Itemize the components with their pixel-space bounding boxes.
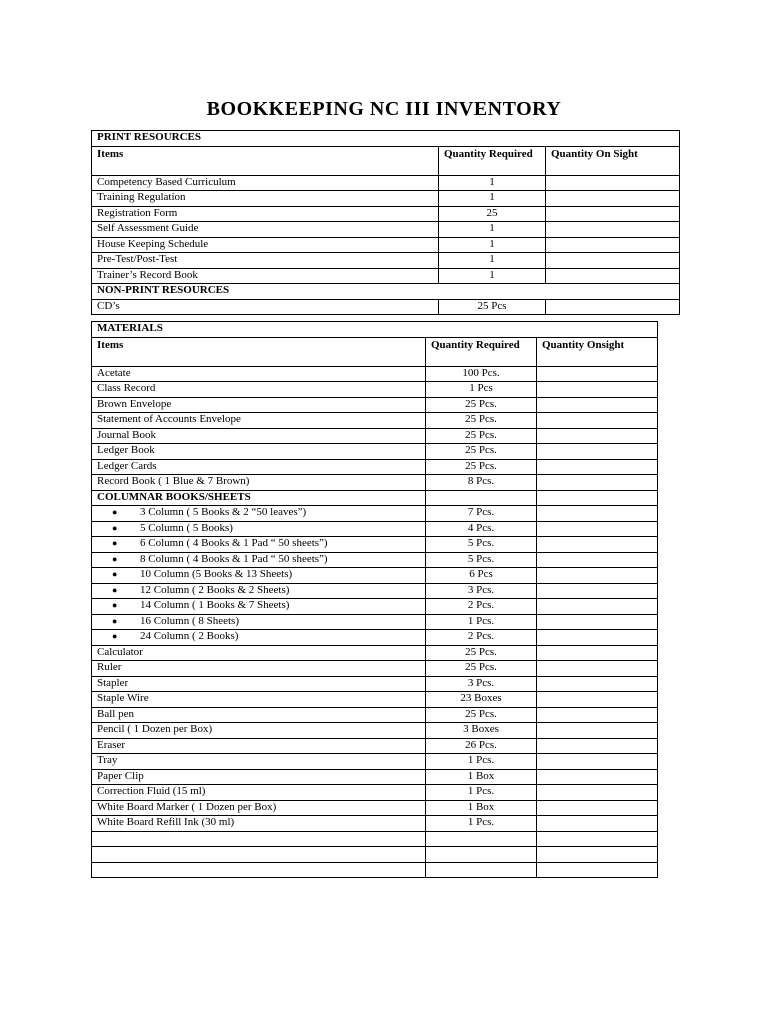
quantity-onsight-cell (537, 738, 658, 754)
empty-cell (537, 490, 658, 506)
quantity-required-cell-text: 2 Pcs. (467, 599, 495, 611)
document-title: BOOKKEEPING NC III INVENTORY (206, 98, 562, 120)
print-resources-table (91, 130, 680, 315)
header-items (92, 337, 426, 366)
quantity-required-cell-text: 1 Pcs (469, 382, 493, 394)
item-cell (92, 175, 439, 191)
quantity-onsight-cell (546, 175, 680, 191)
table-row (92, 506, 658, 522)
quantity-onsight-cell (537, 630, 658, 646)
quantity-onsight-cell (546, 206, 680, 222)
quantity-required-cell (426, 568, 537, 584)
quantity-onsight-cell (546, 253, 680, 269)
quantity-onsight-cell (546, 237, 680, 253)
quantity-required-cell-text: 3 Pcs. (467, 583, 495, 596)
quantity-onsight-cell (537, 506, 658, 522)
quantity-required-cell-text: 1 (489, 175, 495, 188)
item-cell (92, 831, 426, 847)
header-items-text: Items (97, 147, 124, 160)
table-row (92, 459, 658, 475)
item-cell-text: Tray (97, 754, 118, 766)
table-row (92, 568, 658, 584)
quantity-required-cell (426, 630, 537, 646)
quantity-onsight-cell (537, 537, 658, 553)
quantity-required-cell-text: 4 Pcs. (467, 521, 495, 534)
item-cell-text: White Board Refill Ink (30 ml) (97, 816, 235, 828)
quantity-onsight-cell (537, 692, 658, 708)
item-cell (92, 645, 426, 661)
quantity-required-cell-text: 23 Boxes (460, 692, 502, 704)
item-cell-text: Registration Form (97, 206, 178, 219)
table-row (92, 397, 658, 413)
materials-table-header (92, 337, 658, 366)
table-row (92, 707, 658, 723)
item-cell (92, 253, 439, 269)
item-cell (92, 754, 426, 770)
quantity-required-cell-text: 7 Pcs. (467, 506, 495, 518)
quantity-required-cell (426, 676, 537, 692)
item-cell (92, 459, 426, 475)
quantity-onsight-cell (537, 583, 658, 599)
quantity-required-cell-text: 1 (489, 191, 495, 203)
quantity-onsight-cell (537, 397, 658, 413)
quantity-onsight-cell (537, 614, 658, 630)
section-non-print-resources (92, 284, 680, 300)
quantity-required-cell (426, 738, 537, 754)
quantity-required-cell-text: 1 (489, 253, 495, 265)
quantity-required-cell-text: 25 Pcs. (465, 707, 497, 720)
item-cell (92, 769, 426, 785)
item-cell-text: Acetate (97, 366, 131, 379)
quantity-required-cell (426, 382, 537, 398)
table-row (92, 754, 658, 770)
section-print-resources-label-text: PRINT RESOURCES (97, 131, 202, 143)
item-cell-text: 5 Column ( 5 Books) (140, 521, 233, 534)
quantity-required-cell (439, 222, 546, 238)
quantity-required-cell-text: 25 Pcs. (465, 661, 497, 673)
quantity-onsight-cell (537, 428, 658, 444)
item-cell (92, 428, 426, 444)
item-cell (92, 521, 426, 537)
quantity-onsight-cell (537, 459, 658, 475)
item-cell (92, 614, 426, 630)
table-row (92, 692, 658, 708)
item-cell-text: CD’s (97, 299, 120, 312)
quantity-required-cell (426, 428, 537, 444)
quantity-required-cell-text: 25 Pcs. (465, 397, 497, 410)
item-cell (92, 676, 426, 692)
quantity-required-cell (426, 645, 537, 661)
item-cell-text: 8 Column ( 4 Books & 1 Pad “ 50 sheets”) (140, 552, 328, 565)
quantity-required-cell-text: 5 Pcs. (467, 552, 495, 565)
quantity-required-cell-text: 100 Pcs. (462, 366, 500, 379)
table-row (92, 816, 658, 832)
table-row (92, 738, 658, 754)
materials-table (91, 321, 658, 878)
bullet-icon: ● (112, 507, 118, 517)
quantity-required-cell (426, 537, 537, 553)
item-cell (92, 583, 426, 599)
quantity-onsight-cell (537, 568, 658, 584)
header-items-text: Items (97, 338, 124, 351)
item-cell-text: Pencil ( 1 Dozen per Box) (97, 723, 213, 735)
item-cell (92, 723, 426, 739)
table-row (92, 366, 658, 382)
quantity-onsight-cell (546, 222, 680, 238)
bullet-icon: ● (112, 569, 118, 579)
quantity-required-cell (426, 552, 537, 568)
section-print-resources (92, 131, 680, 147)
bullet-icon: ● (112, 522, 118, 533)
quantity-required-cell-text: 1 Pcs. (467, 614, 495, 627)
section-columnar-books-label (92, 490, 426, 506)
quantity-onsight-cell (537, 723, 658, 739)
table-row (92, 800, 658, 816)
table-row (92, 268, 680, 284)
quantity-required-cell (439, 175, 546, 191)
item-cell (92, 630, 426, 646)
quantity-onsight-cell (537, 785, 658, 801)
header-quantity-required (439, 146, 546, 175)
item-cell-text: 3 Column ( 5 Books & 2 “50 leaves”) (140, 506, 307, 518)
bullet-icon: ● (112, 584, 118, 595)
item-cell (92, 475, 426, 491)
item-cell-text: Staple Wire (97, 692, 149, 704)
item-cell-text: Ruler (97, 661, 122, 673)
item-cell (92, 800, 426, 816)
quantity-required-cell (426, 754, 537, 770)
table-row (92, 661, 658, 677)
item-cell (92, 692, 426, 708)
section-non-print-resources-label (92, 284, 680, 300)
item-cell-text: Competency Based Curriculum (97, 175, 236, 188)
quantity-onsight-cell (537, 444, 658, 460)
quantity-required-cell-text: 25 (486, 206, 498, 219)
item-cell (92, 568, 426, 584)
section-columnar-books (92, 490, 658, 506)
quantity-required-cell (426, 475, 537, 491)
quantity-required-cell-text: 25 Pcs. (465, 459, 497, 472)
table-row (92, 723, 658, 739)
item-cell-text: 12 Column ( 2 Books & 2 Sheets) (140, 583, 290, 596)
quantity-onsight-cell (537, 475, 658, 491)
quantity-required-cell (426, 707, 537, 723)
quantity-required-cell-text: 1 Box (467, 800, 495, 813)
item-cell (92, 237, 439, 253)
item-cell-text: 10 Column (5 Books & 13 Sheets) (140, 568, 293, 580)
table-row (92, 847, 658, 863)
item-cell-text: Class Record (97, 382, 156, 394)
quantity-required-cell (426, 506, 537, 522)
quantity-required-cell-text: 6 Pcs (469, 568, 493, 580)
item-cell (92, 382, 426, 398)
item-cell-text: Eraser (97, 738, 126, 751)
item-cell-text: Paper Clip (97, 769, 144, 782)
item-cell-text: Brown Envelope (97, 397, 172, 410)
item-cell-text: Record Book ( 1 Blue & 7 Brown) (97, 475, 250, 487)
quantity-required-cell-text: 3 Pcs. (467, 676, 495, 689)
quantity-required-cell-text: 25 Pcs. (465, 444, 497, 456)
item-cell (92, 397, 426, 413)
header-quantity-required-text: Quantity Required (444, 147, 533, 160)
quantity-required-cell (426, 661, 537, 677)
quantity-onsight-cell (537, 366, 658, 382)
quantity-onsight-cell (546, 268, 680, 284)
table-row (92, 862, 658, 878)
table-row (92, 521, 658, 537)
item-cell-text: Journal Book (97, 428, 156, 441)
quantity-required-cell-text: 25 Pcs (477, 299, 507, 312)
quantity-onsight-cell (537, 552, 658, 568)
quantity-required-cell-text: 26 Pcs. (465, 738, 497, 751)
quantity-onsight-cell (537, 862, 658, 878)
table-row (92, 206, 680, 222)
table-row (92, 831, 658, 847)
quantity-required-cell (426, 769, 537, 785)
quantity-onsight-cell (537, 831, 658, 847)
quantity-required-cell (426, 692, 537, 708)
item-cell (92, 862, 426, 878)
header-quantity-onsight (546, 146, 680, 175)
section-columnar-books-label-text: COLUMNAR BOOKS/SHEETS (97, 490, 251, 503)
section-print-resources-label (92, 131, 680, 147)
item-cell (92, 413, 426, 429)
item-cell (92, 599, 426, 615)
quantity-required-cell (426, 599, 537, 615)
quantity-required-cell-text: 1 Pcs. (467, 816, 495, 828)
quantity-required-cell-text: 1 (489, 222, 495, 234)
empty-cell (426, 490, 537, 506)
quantity-required-cell (426, 444, 537, 460)
item-cell-text: Training Regulation (97, 191, 186, 203)
item-cell (92, 222, 439, 238)
bullet-icon: ● (112, 538, 118, 548)
item-cell-text: Ball pen (97, 707, 134, 720)
bullet-icon: ● (112, 553, 118, 564)
header-quantity-onsight (537, 337, 658, 366)
table-row (92, 191, 680, 207)
quantity-onsight-cell (537, 816, 658, 832)
table-row (92, 253, 680, 269)
table-row (92, 413, 658, 429)
quantity-required-cell (426, 366, 537, 382)
item-cell-text: Statement of Accounts Envelope (97, 413, 241, 425)
item-cell (92, 552, 426, 568)
item-cell (92, 366, 426, 382)
quantity-onsight-cell (537, 413, 658, 429)
header-quantity-onsight-text: Quantity Onsight (542, 338, 625, 351)
item-cell-text: Ledger Book (97, 444, 155, 456)
quantity-required-cell-text: 1 Pcs. (467, 785, 495, 797)
item-cell (92, 537, 426, 553)
quantity-required-cell (426, 723, 537, 739)
quantity-required-cell (439, 268, 546, 284)
quantity-required-cell-text: 2 Pcs. (467, 630, 495, 642)
item-cell (92, 206, 439, 222)
quantity-required-cell (439, 191, 546, 207)
quantity-required-cell (426, 583, 537, 599)
print-table-header (92, 146, 680, 175)
quantity-required-cell (439, 237, 546, 253)
quantity-required-cell (426, 397, 537, 413)
table-row (92, 583, 658, 599)
item-cell-text: Self Assessment Guide (97, 222, 199, 234)
section-materials-label-text: MATERIALS (97, 322, 163, 334)
bullet-icon: ● (112, 631, 118, 641)
quantity-onsight-cell (537, 661, 658, 677)
table-row (92, 475, 658, 491)
item-cell-text: 6 Column ( 4 Books & 1 Pad “ 50 sheets”) (140, 537, 328, 549)
quantity-required-cell-text: 1 (489, 237, 495, 250)
quantity-onsight-cell (537, 521, 658, 537)
header-quantity-required (426, 337, 537, 366)
quantity-required-cell (439, 253, 546, 269)
quantity-required-cell (426, 521, 537, 537)
quantity-required-cell-text: 1 Pcs. (467, 754, 495, 766)
quantity-required-cell (439, 206, 546, 222)
quantity-required-cell (426, 614, 537, 630)
item-cell (92, 785, 426, 801)
item-cell-text: 16 Column ( 8 Sheets) (140, 614, 239, 627)
quantity-onsight-cell (537, 847, 658, 863)
quantity-required-cell (426, 847, 537, 863)
quantity-required-cell-text: 25 Pcs. (465, 413, 497, 425)
header-quantity-onsight-text: Quantity On Sight (551, 147, 638, 160)
section-materials (92, 322, 658, 338)
table-row (92, 645, 658, 661)
quantity-required-cell-text: 25 Pcs. (465, 645, 497, 658)
table-row (92, 785, 658, 801)
item-cell (92, 506, 426, 522)
item-cell-text: House Keeping Schedule (97, 237, 209, 250)
quantity-required-cell (426, 413, 537, 429)
item-cell (92, 191, 439, 207)
item-cell-text: Correction Fluid (15 ml) (97, 785, 206, 797)
item-cell (92, 816, 426, 832)
table-row (92, 222, 680, 238)
section-materials-label (92, 322, 658, 338)
item-cell (92, 707, 426, 723)
item-cell-text: Calculator (97, 645, 143, 658)
bullet-icon: ● (112, 615, 118, 626)
table-row (92, 299, 680, 315)
item-cell-text: Pre-Test/Post-Test (97, 253, 178, 265)
quantity-onsight-cell (537, 676, 658, 692)
table-row (92, 175, 680, 191)
quantity-onsight-cell (546, 299, 680, 315)
quantity-onsight-cell (537, 382, 658, 398)
header-quantity-required-text: Quantity Required (431, 338, 520, 351)
quantity-onsight-cell (537, 707, 658, 723)
quantity-required-cell (439, 299, 546, 315)
quantity-onsight-cell (537, 769, 658, 785)
quantity-required-cell-text: 1 (489, 268, 495, 281)
quantity-required-cell (426, 862, 537, 878)
item-cell-text: Stapler (97, 676, 129, 689)
item-cell-text: 24 Column ( 2 Books) (140, 630, 239, 642)
table-row (92, 382, 658, 398)
item-cell-text: White Board Marker ( 1 Dozen per Box) (97, 800, 277, 813)
quantity-required-cell (426, 831, 537, 847)
quantity-required-cell (426, 785, 537, 801)
item-cell (92, 268, 439, 284)
bullet-icon: ● (112, 600, 118, 610)
quantity-onsight-cell (537, 754, 658, 770)
item-cell (92, 847, 426, 863)
item-cell-text: 14 Column ( 1 Books & 7 Sheets) (140, 599, 290, 611)
quantity-required-cell-text: 25 Pcs. (465, 428, 497, 441)
item-cell (92, 299, 439, 315)
table-row (92, 599, 658, 615)
table-row (92, 630, 658, 646)
quantity-required-cell-text: 8 Pcs. (467, 475, 495, 487)
table-row (92, 769, 658, 785)
item-cell-text: Trainer’s Record Book (97, 268, 198, 281)
table-row (92, 444, 658, 460)
header-items (92, 146, 439, 175)
table-row (92, 676, 658, 692)
section-non-print-resources-label-text: NON-PRINT RESOURCES (97, 284, 230, 296)
quantity-required-cell (426, 459, 537, 475)
quantity-required-cell-text: 1 Box (467, 769, 495, 782)
table-row (92, 237, 680, 253)
item-cell (92, 444, 426, 460)
item-cell (92, 661, 426, 677)
table-row (92, 614, 658, 630)
table-row (92, 552, 658, 568)
quantity-required-cell-text: 5 Pcs. (467, 537, 495, 549)
quantity-onsight-cell (537, 645, 658, 661)
item-cell (92, 738, 426, 754)
quantity-onsight-cell (537, 599, 658, 615)
table-row (92, 537, 658, 553)
item-cell-text: Ledger Cards (97, 459, 157, 472)
quantity-onsight-cell (546, 191, 680, 207)
quantity-onsight-cell (537, 800, 658, 816)
quantity-required-cell (426, 800, 537, 816)
quantity-required-cell-text: 3 Boxes (463, 723, 499, 735)
table-row (92, 428, 658, 444)
quantity-required-cell (426, 816, 537, 832)
